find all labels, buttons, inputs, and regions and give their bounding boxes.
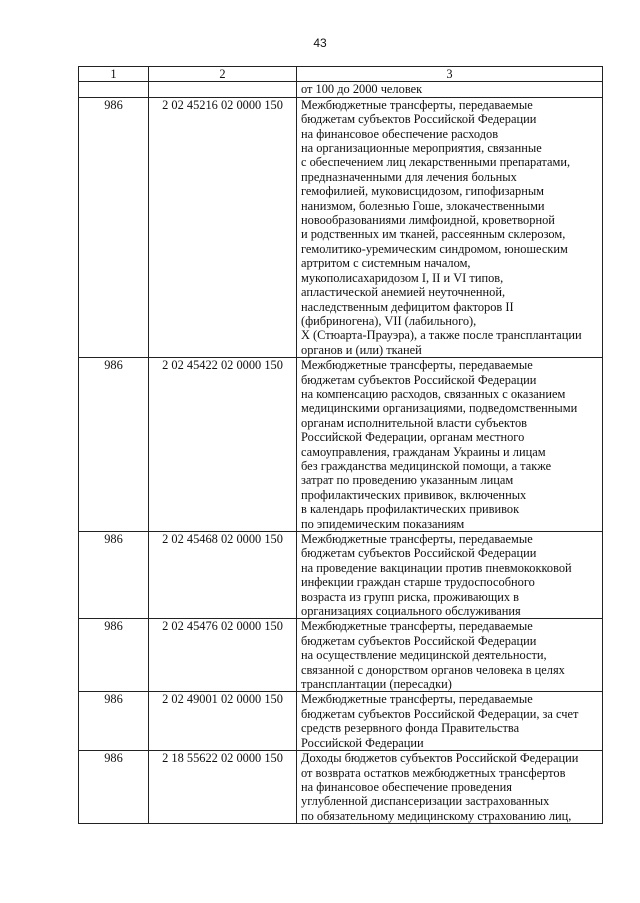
budget-code: 2 18 55622 02 0000 150 xyxy=(149,751,297,824)
header-col-2: 2 xyxy=(149,67,297,82)
table-row xyxy=(79,751,603,824)
admin-code: 986 xyxy=(79,692,149,751)
budget-code: 2 02 49001 02 0000 150 xyxy=(149,692,297,751)
header-col-1: 1 xyxy=(79,67,149,82)
admin-code: 986 xyxy=(79,97,149,357)
income-description: Межбюджетные трансферты, передаваемые бюджетам субъектов Российской Федерации на осуществление медицинской деятельности, связанной с донорством органов человека в целях трансплантации (пересадки) xyxy=(297,619,603,692)
budget-code: 2 02 45468 02 0000 150 xyxy=(149,532,297,619)
income-description: Межбюджетные трансферты, передаваемые бюджетам субъектов Российской Федерации на проведение вакцинации против пневмококковой инфекции граждан старше трудоспособного возраста из групп риска, проживающих в организациях социального обслуживания xyxy=(297,532,603,619)
budget-code: 2 02 45216 02 0000 150 xyxy=(149,97,297,357)
table-row xyxy=(79,619,603,692)
continuation-row xyxy=(79,82,603,97)
income-description: Доходы бюджетов субъектов Российской Федерации от возврата остатков межбюджетных трансфертов на финансовое обеспечение проведения углубленной диспансеризации застрахованных по обязательному медицинскому страхованию лиц, xyxy=(297,751,603,824)
income-description: Межбюджетные трансферты, передаваемые бюджетам субъектов Российской Федерации на компенсацию расходов, связанных с оказанием медицинскими организациями, подведомственными органам исполнительной власти субъектов Российской Федерации, органам местного самоуправления, гражданам Украины и лицам без гражданства медицинской помощи, а также затрат по проведению указанным лицам профилактических прививок, включенных в календарь профилактических прививок по эпидемическим показаниям xyxy=(297,358,603,532)
income-description: Межбюджетные трансферты, передаваемые бюджетам субъектов Российской Федерации, за счет средств резервного фонда Правительства Российской Федерации xyxy=(297,692,603,751)
table-header-row xyxy=(79,67,603,82)
admin-code: 986 xyxy=(79,532,149,619)
admin-code: 986 xyxy=(79,619,149,692)
budget-code: 2 02 45476 02 0000 150 xyxy=(149,619,297,692)
table-row xyxy=(79,692,603,751)
table-row xyxy=(79,97,603,357)
page-number: 43 xyxy=(313,36,327,50)
budget-code: 2 02 45422 02 0000 150 xyxy=(149,358,297,532)
continuation-empty-2 xyxy=(149,82,297,97)
admin-code: 986 xyxy=(79,358,149,532)
continuation-empty-1 xyxy=(79,82,149,97)
table-row xyxy=(79,358,603,532)
income-description: Межбюджетные трансферты, передаваемые бюджетам субъектов Российской Федерации на финансовое обеспечение расходов на организационные мероприятия, связанные с обеспечением лиц лекарственными препаратами, предназначенными для лечения больных гемофилией, муковисцидозом, гипофизарным нанизмом, болезнью Гоше, злокачественными новообразованиями лимфоидной, кроветворной и родственных им тканей, рассеянным склерозом, гемолитико-уремическим синдромом, юношеским артритом с системным началом, мукополисахаридозом I, II и VI типов, апластической анемией неуточненной, наследственным дефицитом факторов II (фибриногена), VII (лабильного), X (Стюарта-Прауэра), а также после трансплантации органов и (или) тканей xyxy=(297,97,603,357)
budget-codes-table xyxy=(78,66,603,824)
admin-code: 986 xyxy=(79,751,149,824)
continuation-text: от 100 до 2000 человек xyxy=(297,82,603,97)
table-row xyxy=(79,532,603,619)
header-col-3: 3 xyxy=(297,67,603,82)
